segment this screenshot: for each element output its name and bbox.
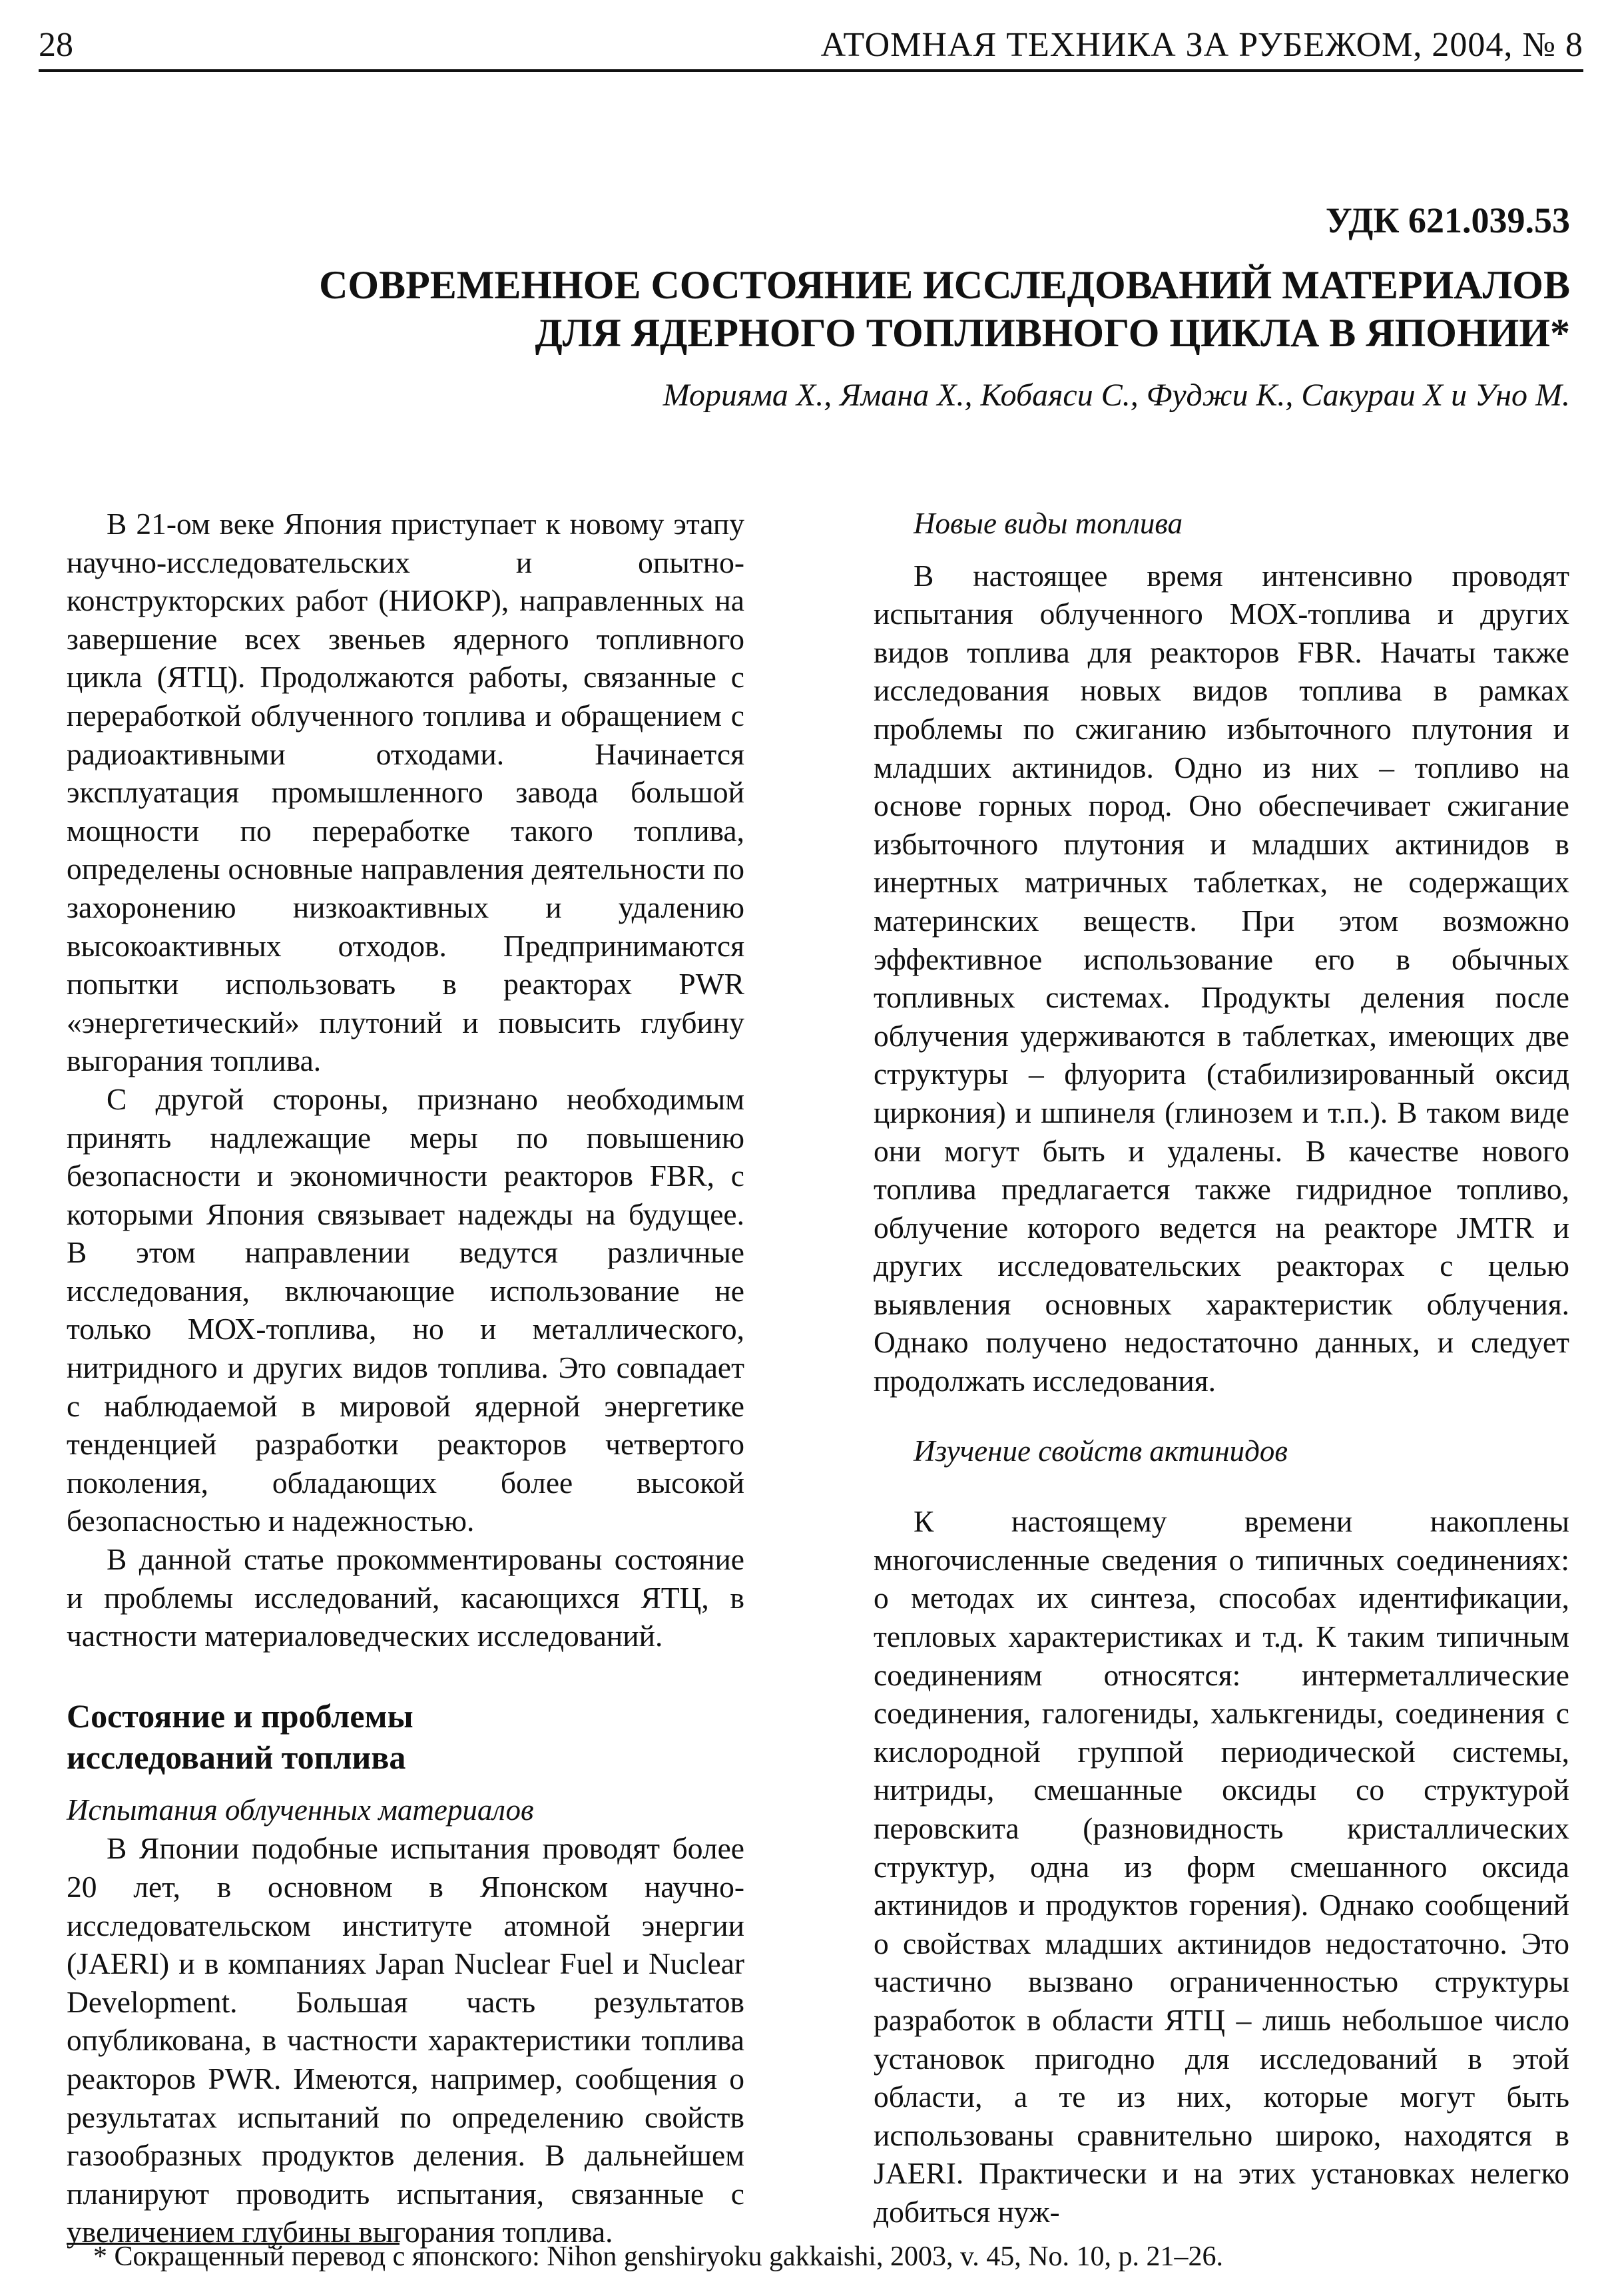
paragraph-actinides: К настоящему времени накоплены многочисленные сведения о типичных соединениях: о методах их синтеза, способах идентификации, тепловых характеристиках и т.д. К таким типичным соединениям относятся: интерметаллические соединения, галогениды, халькгениды, соединения с кислородной группой периодической системы, нитриды, смешанные оксиды со структурой перовскита (разновидность кристаллических структур, одна из форм смешанного оксида актинидов и продуктов горения). Однако сообщений о свойствах младших актинидов недостаточно. Это частично вызвано ограниченностью структуры разработок в области ЯТЦ – лишь небольшое число установок пригодно для исследований в этой области, а те из них, которые могут быть использованы сравнительно широко, находятся в JAERI. Практически и на этих установках нелегко добиться нуж- xyxy=(874,1504,1569,2229)
paragraph-irradiation-tests: В Японии подобные испытания проводят более 20 лет, в основном в Японском научно-исследовательском институте атомной энергии (JAERI) и в компаниях Japan Nuclear Fuel и Nuclear Development. Большая часть результатов опубликована, в частности характеристики топлива реакторов PWR. Имеются, например, сообщения о результатах испытаний по определению свойств газообразных продуктов деления. В дальнейшем планируют проводить испытания, связанные с увеличением глубины выгорания топлива. xyxy=(67,1831,744,2249)
udc-code: УДК 621.039.53 xyxy=(1326,200,1570,240)
article-title xyxy=(172,261,1570,357)
paragraph-scope: В данной статье прокомментированы состояние и проблемы исследований, касающихся ЯТЦ, в частности материаловедческих исследований. xyxy=(67,1542,744,1653)
article-authors: Морияма Х., Ямана Х., Кобаяси С., Фуджи К., Сакураи Х и Уно М. xyxy=(663,378,1570,413)
section-heading-line-1: Состояние и проблемы xyxy=(67,1697,413,1735)
section-heading-line-2: исследований топлива xyxy=(67,1738,406,1776)
paragraph-fbr: С другой стороны, признано необходимым принять надлежащие меры по повышению безопасности и экономичности реакторов FBR, с которыми Япония связывает надежды на будущее. В этом направлении ведутся различные исследования, включающие использование не только МОХ-топлива, но и металлического, нитридного и других видов топлива. Это совпадает с наблюдаемой в мировой ядерной энергетике тенденцией разработки реакторов четвертого поколения, обладающих более высокой безопасностью и надежностью. xyxy=(67,1081,744,1538)
footnote: * Сокращенный перевод с японского: Nihon genshiryoku gakkaishi, 2003, v. 45, No. 10, p. 21–26. xyxy=(93,2241,1224,2272)
running-header xyxy=(39,21,1583,72)
right-column xyxy=(874,505,1569,2231)
left-column xyxy=(67,505,744,2251)
section-heading xyxy=(67,1695,744,1778)
article-title-line-2: ДЛЯ ЯДЕРНОГО ТОПЛИВНОГО ЦИКЛА В ЯПОНИИ* xyxy=(535,311,1570,355)
journal-title: АТОМНАЯ ТЕХНИКА ЗА РУБЕЖОМ, 2004, № 8 xyxy=(820,26,1583,64)
paragraph-intro: В 21-ом веке Япония приступает к новому этапу научно-исследовательских и опытно-конструкторских работ (НИОКР), направленных на завершение всех звеньев ядерного топливного цикла (ЯТЦ). Продолжаются работы, связанные с переработкой облученного топлива и обращением с радиоактивными отходами. Начинается эксплуатация промышленного завода большой мощности по переработке такого топлива, определены основные направления деятельности по захоронению низкоактивных и удалению высокоактивных отходов. Предпринимаются попытки использовать в реакторах PWR «энергетический» плутоний и повысить глубину выгорания топлива. xyxy=(67,507,744,1078)
paragraph-new-fuels: В настоящее время интенсивно проводят испытания облученного МОХ-топлива и других видов топлива для реакторов FBR. Начаты также исследования новых видов топлива в рамках проблемы по сжиганию избыточного плутония и младших актинидов. Одно из них – топливо на основе горных пород. Оно обеспечивает сжигание избыточного плутония и младших актинидов в инертных матричных таблетках, не содержащих материнских веществ. При этом возможно эффективное использование его в обычных топливных системах. Продукты деления после облучения удерживаются в таблетках, имеющих две структуры – флуорита (стабилизированный оксид циркония) и шпинеля (глинозем и т.п.). В таком виде они могут быть и удалены. В качестве нового топлива предлагается также гидридное топливо, облучение которого ведется на реакторе JMTR и других исследовательских реакторах с целью выявления основных характеристик облучения. Однако получено недостаточно данных, и следует продолжать исследования. xyxy=(874,558,1569,1398)
page-number: 28 xyxy=(39,26,73,64)
article-title-line-1: СОВРЕМЕННОЕ СОСТОЯНИЕ ИССЛЕДОВАНИЙ МАТЕРИАЛОВ xyxy=(319,263,1570,307)
subheading-actinides: Изучение свойств актинидов xyxy=(914,1434,1288,1468)
subheading-irradiated-materials: Испытания облученных материалов xyxy=(67,1793,534,1827)
subheading-new-fuels: Новые виды топлива xyxy=(914,507,1183,540)
